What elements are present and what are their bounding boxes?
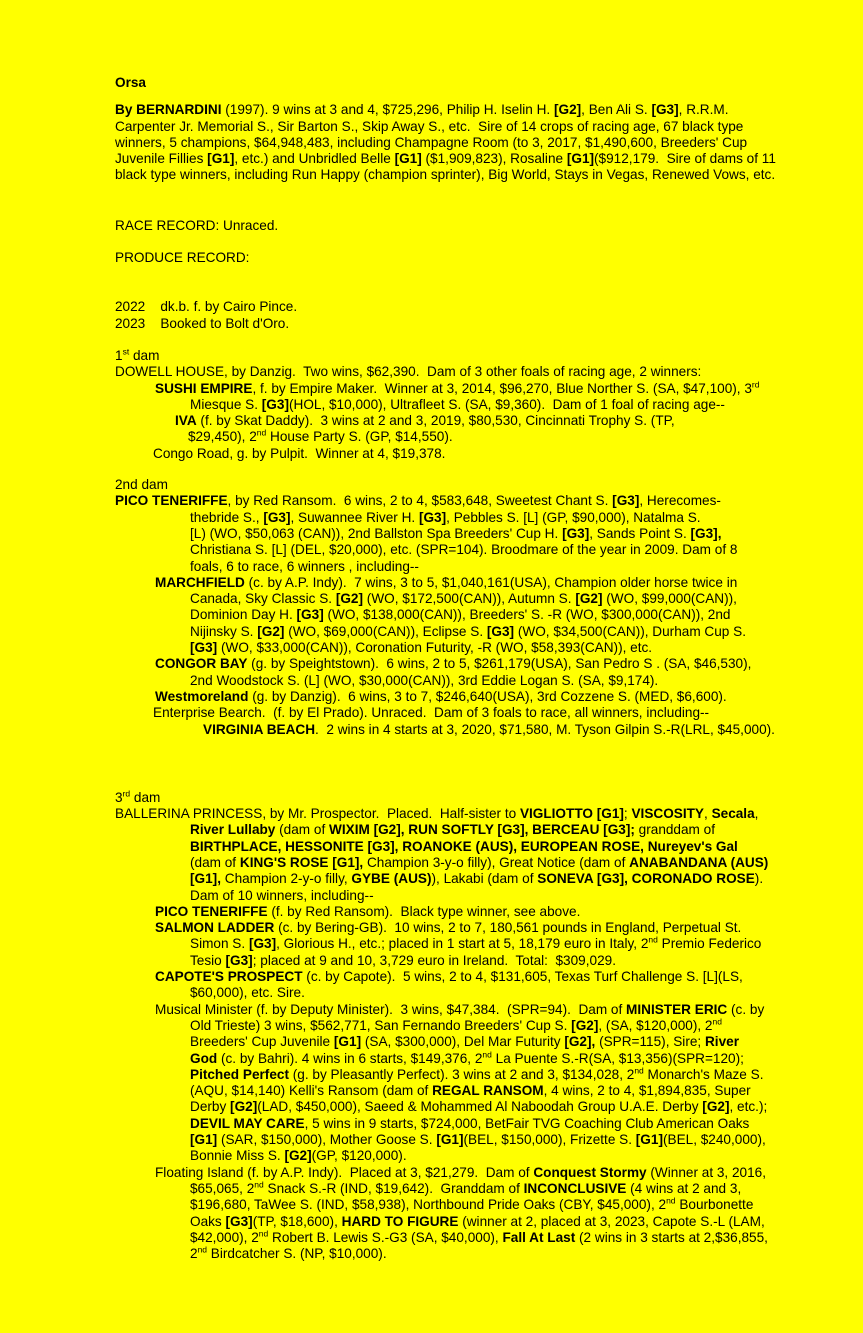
- text-segment: Floating Island (f. by A.P. Indy). Placed at 3, $21,279. Dam of: [155, 1164, 534, 1180]
- text-segment: [G3]: [612, 493, 640, 509]
- spacer: [115, 234, 116, 250]
- text-segment: dam: [130, 789, 161, 805]
- text-segment: CAPOTE'S PROSPECT: [155, 969, 303, 985]
- floating-island-line-3: [190, 1197, 847, 1213]
- text-segment: (dam of: [275, 822, 330, 838]
- text-segment: (TP, $18,600),: [252, 1213, 342, 1229]
- produce-record-heading: [115, 250, 847, 266]
- text-segment: [G2]: [575, 591, 603, 607]
- text-segment: ; placed at 9 and 10, 3,729 euro in Ireland. Total: $309,029.: [252, 952, 616, 968]
- ballerina-line-4: [190, 855, 847, 871]
- spacer: [115, 332, 116, 348]
- sire-para-line-1: [115, 102, 847, 118]
- race-record: [115, 218, 847, 234]
- text-segment: (WO, $172,500(CAN)), Autumn S.: [363, 591, 576, 607]
- spacer: [115, 91, 116, 102]
- text-segment: winners, 5 champions, $64,948,483, including Champagne Room (to 3, 2017, $1,490,600, Breeders' Cup: [115, 134, 748, 150]
- text-segment: , by Red Ransom. 6 wins, 2 to 4, $583,648, Sweetest Chant S.: [227, 493, 613, 509]
- musical-minister-line-1: [155, 1002, 847, 1018]
- produce-2022: [115, 299, 847, 315]
- text-segment: [G2]: [230, 1099, 258, 1115]
- sushi-empire-line-2: [190, 397, 847, 413]
- text-segment: (WO, $33,000(CAN)), Coronation Futurity, -R (WO, $58,393(CAN)), etc.: [217, 640, 653, 656]
- text-segment: st: [122, 346, 130, 357]
- spacer: [115, 738, 116, 790]
- text-segment: nd: [712, 1016, 722, 1027]
- text-segment: Champion 3-y-o filly), Great Notice (dam of: [363, 854, 630, 870]
- text-segment: (g. by Danzig). 6 wins, 3 to 7, $246,640(USA), 3rd Cozzene S. (MED, $6,600).: [248, 688, 727, 704]
- text-segment: Oaks: [190, 1213, 226, 1229]
- iva-line-1: [175, 413, 847, 429]
- text-segment: , etc.) and Unbridled Belle: [234, 151, 395, 167]
- musical-minister-line-7: [190, 1099, 847, 1115]
- text-segment: (c. by A.P. Indy). 7 wins, 3 to 5, $1,040,161(USA), Champion older horse twice in: [244, 574, 738, 590]
- text-segment: (c. by Bahri). 4 wins in 6 starts, $149,376, 2: [217, 1050, 483, 1066]
- text-segment: La Puente S.-R(SA, $13,356)(SPR=120);: [491, 1050, 744, 1066]
- capotes-prospect-line-1: [155, 969, 847, 985]
- text-segment: Carpenter Jr. Memorial S., Sir Barton S., Skip Away S., etc. Sire of 14 crops of racing age, 67 black type: [115, 118, 744, 134]
- text-segment: (WO, $34,500(CAN)), Durham Cup S.: [514, 623, 746, 639]
- text-segment: Westmoreland: [155, 688, 249, 704]
- marchfield-line-2: [190, 591, 847, 607]
- text-segment: Derby: [190, 1099, 231, 1115]
- text-segment: BALLERINA PRINCESS, by Mr. Prospector. Placed. Half-sister to: [115, 806, 520, 822]
- salmon-ladder-line-2: [190, 936, 847, 952]
- page-title: Orsa: [115, 75, 146, 90]
- text-segment: ;: [623, 806, 632, 822]
- text-segment: God: [190, 1050, 218, 1066]
- text-segment: nd: [634, 1065, 644, 1076]
- text-segment: rd: [122, 788, 131, 799]
- text-segment: [G2],: [564, 1034, 596, 1050]
- musical-minister-line-10: [190, 1148, 847, 1164]
- text-segment: Breeders' Cup Juvenile: [190, 1034, 334, 1050]
- text-segment: (winner at 2, placed at 3, 2023, Capote S.-L (LAM,: [458, 1213, 765, 1229]
- text-segment: PICO TENERIFFE: [155, 903, 268, 919]
- text-segment: [G3]: [418, 509, 447, 525]
- text-segment: Robert B. Lewis S.-G3 (SA, $40,000),: [268, 1229, 503, 1245]
- dam2-heading: [115, 477, 847, 493]
- text-segment: (LAD, $450,000), Saeed & Mohammed Al Naboodah Group U.A.E. Derby: [257, 1099, 703, 1115]
- text-segment: IVA: [175, 413, 197, 429]
- text-segment: Congo Road, g. by Pulpit. Winner at 4, $19,378.: [153, 445, 446, 461]
- text-segment: ($912,179. Sire of dams of 11: [594, 151, 776, 167]
- text-segment: $65,065, 2: [190, 1180, 255, 1196]
- text-segment: (4 wins at 2 and 3,: [626, 1180, 742, 1196]
- text-segment: [G3]: [562, 525, 590, 541]
- text-segment: DOWELL HOUSE, by Danzig. Two wins, $62,390. Dam of 3 other foals of racing age, 2 winners:: [115, 364, 702, 380]
- text-segment: (HOL, $10,000), Ultrafleet S. (SA, $9,360). Dam of 1 foal of racing age--: [288, 396, 725, 412]
- ballerina-line-3: [190, 839, 847, 855]
- text-segment: nd: [197, 1244, 208, 1255]
- text-segment: nd: [482, 1049, 492, 1060]
- text-segment: (SAR, $150,000), Mother Goose S.: [217, 1132, 437, 1148]
- text-segment: 2022 dk.b. f. by Cairo Pince.: [115, 299, 298, 315]
- text-segment: [G2]: [335, 591, 364, 607]
- text-segment: KING'S ROSE [G1],: [239, 854, 364, 870]
- pico-teneriffe-line-1: [115, 493, 847, 509]
- text-segment: (BEL, $240,000),: [662, 1132, 766, 1148]
- text-segment: [G2]: [702, 1099, 730, 1115]
- text-segment: Musical Minister (f. by Deputy Minister). 3 wins, $47,384. (SPR=94). Dam of: [155, 1001, 627, 1017]
- text-segment: Miesque S.: [190, 396, 262, 412]
- text-segment: . 2 wins in 4 starts at 3, 2020, $71,580, M. Tyson Gilpin S.-R(LRL, $45,000).: [315, 721, 775, 737]
- sire-para-line-3: [115, 135, 847, 151]
- text-segment: [G1]: [190, 1132, 218, 1148]
- congor-bay-line-2: [190, 673, 847, 689]
- text-segment: nd: [256, 427, 267, 438]
- sushi-empire-line-1: [155, 381, 847, 397]
- text-segment: (WO, $138,000(CAN)), Breeders' S. -R (WO, $300,000(CAN)), 2nd: [323, 607, 731, 623]
- musical-minister-line-5: [190, 1067, 847, 1083]
- salmon-ladder-line-1: [155, 920, 847, 936]
- text-segment: Monarch's Maze S.: [643, 1066, 764, 1082]
- text-segment: [G3]: [248, 936, 277, 952]
- text-segment: (c. by Bering-GB). 10 wins, 2 to 7, 180,561 pounds in England, Perpetual St.: [274, 920, 742, 936]
- text-segment: [G3]: [190, 640, 218, 656]
- ballerina-line-2: [190, 822, 847, 838]
- text-segment: [G1]: [566, 151, 595, 167]
- text-segment: [G3]: [486, 623, 515, 639]
- text-segment: HARD TO FIGURE: [341, 1213, 459, 1229]
- text-segment: Conquest Stormy: [533, 1164, 647, 1180]
- text-segment: VIRGINIA BEACH: [203, 721, 316, 737]
- text-segment: Fall At Last: [502, 1229, 576, 1245]
- text-segment: [G1]: [207, 151, 235, 167]
- text-segment: , f. by Empire Maker. Winner at 3, 2014, $96,270, Blue Norther S. (SA, $47,100), 3: [252, 380, 752, 396]
- text-segment: [G1],: [190, 871, 221, 887]
- text-segment: , 5 wins in 9 starts, $724,000, BetFair TVG Coaching Club American Oaks: [304, 1115, 750, 1131]
- text-segment: , Ben Ali S.: [581, 102, 652, 118]
- spacer: [115, 184, 116, 218]
- text-segment: GYBE (AUS): [351, 871, 432, 887]
- text-segment: ($1,909,823), Rosaline: [421, 151, 567, 167]
- text-segment: Tesio: [190, 952, 226, 968]
- text-segment: [G2]: [553, 102, 582, 118]
- text-segment: SONEVA [G3], CORONADO ROSE: [537, 871, 755, 887]
- iva-line-2: [188, 429, 847, 445]
- text-segment: Champion 2-y-o filly,: [220, 871, 352, 887]
- text-segment: $196,680, TaWee S. (IND, $58,938), Northbound Pride Oaks (CBY, $45,000), 2: [190, 1197, 667, 1213]
- text-segment: Old Trieste) 3 wins, $562,771, San Fernando Breeders' Cup S.: [190, 1017, 572, 1033]
- salmon-ladder-line-3: [190, 953, 847, 969]
- text-segment: Premio Federico: [657, 936, 762, 952]
- text-segment: [G3]: [225, 1213, 253, 1229]
- text-segment: (SPR=115), Sire;: [595, 1034, 705, 1050]
- text-segment: (dam of: [190, 854, 240, 870]
- musical-minister-line-4: [190, 1051, 847, 1067]
- musical-minister-line-3: [190, 1034, 847, 1050]
- text-segment: Snack S.-R (IND, $19,642). Granddam of: [263, 1180, 524, 1196]
- musical-minister-line-8: [190, 1116, 847, 1132]
- congor-bay-line-1: [155, 656, 847, 672]
- text-segment: , Glorious H., etc.; placed in 1 start at 5, 18,179 euro in Italy, 2: [276, 936, 649, 952]
- text-segment: Secala: [711, 806, 755, 822]
- text-segment: 3: [115, 789, 123, 805]
- text-segment: [G3]: [296, 607, 324, 623]
- text-segment: 2: [190, 1246, 198, 1262]
- text-segment: REGAL RANSOM: [432, 1083, 544, 1099]
- text-segment: granddam of: [634, 822, 715, 838]
- text-segment: PICO TENERIFFE: [115, 493, 228, 509]
- text-segment: (g. by Speightstown). 6 wins, 2 to 5, $261,179(USA), San Pedro S . (SA, $46,530),: [247, 656, 752, 672]
- text-segment: [G2]: [284, 1148, 312, 1164]
- text-segment: [G3]: [263, 509, 291, 525]
- sire-para-line-5: [115, 167, 847, 183]
- text-segment: 1: [115, 347, 123, 363]
- floating-island-line-6: [190, 1246, 847, 1262]
- text-segment: Bonnie Miss S.: [190, 1148, 285, 1164]
- text-segment: ANABANDANA (AUS): [629, 854, 769, 870]
- text-segment: Canada, Sky Classic S.: [190, 591, 336, 607]
- virginia-beach: [203, 722, 847, 738]
- produce-2023: [115, 316, 847, 332]
- spacer: [115, 462, 116, 477]
- text-segment: 2nd Woodstock S. (L] (WO, $30,000(CAN)), 3rd Eddie Logan S. (SA, $9,174).: [190, 672, 659, 688]
- text-segment: foals, 6 to race, 6 winners , including--: [190, 558, 419, 574]
- musical-minister-line-6: [190, 1083, 847, 1099]
- text-segment: (g. by Pleasantly Perfect). 3 wins at 2 and 3, $134,028, 2: [288, 1066, 635, 1082]
- marchfield-line-5: [190, 640, 847, 656]
- text-segment: Nijinsky S.: [190, 623, 258, 639]
- musical-minister-line-2: [190, 1018, 847, 1034]
- floating-island-line-2: [190, 1181, 847, 1197]
- text-segment: INCONCLUSIVE: [523, 1180, 627, 1196]
- dam3-heading: [115, 790, 847, 806]
- text-segment: [G3]: [651, 102, 679, 118]
- text-segment: (AQU, $14,140) Kelli's Ransom (dam of: [190, 1083, 433, 1099]
- text-segment: [G3],: [690, 525, 722, 541]
- text-segment: River Lullaby: [190, 822, 276, 838]
- text-segment: ).: [754, 871, 764, 887]
- text-segment: MARCHFIELD: [155, 574, 245, 590]
- enterprise-bearch: [153, 705, 847, 721]
- text-segment: $29,450), 2: [188, 429, 257, 445]
- capotes-prospect-line-2: [190, 985, 847, 1001]
- text-segment: (SA, $300,000), Del Mar Futurity: [361, 1034, 565, 1050]
- text-segment: [G1]: [635, 1132, 663, 1148]
- pico-teneriffe-see-above: [155, 904, 847, 920]
- text-segment: WIXIM [G2], RUN SOFTLY [G3], BERCEAU [G3];: [329, 822, 635, 838]
- text-segment: Bourbonette: [675, 1197, 754, 1213]
- text-segment: [G2]: [257, 623, 285, 639]
- text-segment: By BERNARDINI: [115, 102, 222, 118]
- text-segment: nd: [254, 1179, 264, 1190]
- text-segment: Juvenile Fillies: [115, 151, 208, 167]
- text-segment: , 4 wins, 2 to 4, $1,894,835, Super: [543, 1083, 751, 1099]
- pico-teneriffe-line-4: [190, 542, 847, 558]
- floating-island-line-5: [190, 1230, 847, 1246]
- ballerina-line-6: [190, 888, 847, 904]
- musical-minister-line-9: [190, 1132, 847, 1148]
- text-segment: nd: [666, 1195, 676, 1206]
- ballerina-line-1: [115, 806, 847, 822]
- westmoreland: [155, 689, 847, 705]
- text-segment: [G1]: [333, 1034, 362, 1050]
- text-segment: thebride S.,: [190, 509, 264, 525]
- text-segment: , Herecomes-: [639, 493, 721, 509]
- text-segment: CONGOR BAY: [155, 656, 248, 672]
- text-segment: Dominion Day H.: [190, 607, 297, 623]
- text-segment: PRODUCE RECORD:: [115, 250, 250, 266]
- text-segment: , Pebbles S. [L] (GP, $90,000), Natalma S.: [446, 509, 701, 525]
- text-segment: [G1]: [394, 151, 422, 167]
- text-segment: , etc.);: [729, 1099, 768, 1115]
- pico-teneriffe-line-3: [190, 526, 847, 542]
- text-segment: River: [704, 1034, 739, 1050]
- dam1-heading: [115, 348, 847, 364]
- text-segment: DEVIL MAY CARE: [190, 1115, 305, 1131]
- text-segment: 2023 Booked to Bolt d'Oro.: [115, 315, 290, 331]
- sire-para-line-4: [115, 151, 847, 167]
- text-segment: [L) (WO, $50,063 (CAN)), 2nd Ballston Spa Breeders' Cup H.: [190, 525, 563, 541]
- text-segment: (BEL, $150,000), Frizette S.: [463, 1132, 636, 1148]
- text-segment: dam: [129, 347, 160, 363]
- text-segment: 2nd dam: [115, 477, 168, 493]
- text-segment: BIRTHPLACE, HESSONITE [G3], ROANOKE (AUS), EUROPEAN ROSE, Nureyev's Gal: [190, 838, 738, 854]
- text-segment: (WO, $99,000(CAN)),: [602, 591, 737, 607]
- text-segment: rd: [751, 379, 760, 390]
- text-segment: nd: [258, 1228, 269, 1239]
- dam1-dowell-house: [115, 364, 847, 380]
- text-segment: (GP, $120,000).: [311, 1148, 407, 1164]
- text-segment: Pitched Perfect: [190, 1066, 289, 1082]
- text-segment: Birdcatcher S. (NP, $10,000).: [207, 1246, 387, 1262]
- marchfield-line-1: [155, 575, 847, 591]
- marchfield-line-3: [190, 607, 847, 623]
- sire-para-line-2: [115, 119, 847, 135]
- text-segment: (2 wins in 3 starts at 2,$36,855,: [575, 1229, 768, 1245]
- text-segment: [G1]: [436, 1132, 464, 1148]
- text-segment: , R.R.M.: [678, 102, 729, 118]
- text-segment: (c. by Capote). 5 wins, 2 to 4, $131,605, Texas Turf Challenge S. [L](LS,: [302, 969, 743, 985]
- text-segment: (c. by: [727, 1001, 765, 1017]
- text-segment: ,: [754, 806, 759, 822]
- text-segment: (f. by Skat Daddy). 3 wins at 2 and 3, 2019, $80,530, Cincinnati Trophy S. (TP,: [196, 413, 675, 429]
- congo-road: [153, 446, 847, 462]
- text-segment: MINISTER ERIC: [626, 1001, 728, 1017]
- text-segment: SUSHI EMPIRE: [155, 380, 253, 396]
- text-segment: $60,000), etc. Sire.: [190, 985, 305, 1001]
- text-segment: Christiana S. [L] (DEL, $20,000), etc. (SPR=104). Broodmare of the year in 2009. Dam of 8: [190, 542, 738, 558]
- spacer: [115, 266, 116, 299]
- text-segment: Dam of 10 winners, including--: [190, 887, 374, 903]
- text-segment: ,: [704, 806, 712, 822]
- text-segment: Enterprise Bearch. (f. by El Prado). Unraced. Dam of 3 foals to race, all winners, including--: [153, 705, 710, 721]
- text-segment: RACE RECORD: Unraced.: [115, 217, 279, 233]
- ballerina-line-5: [190, 871, 847, 887]
- text-segment: (1997). 9 wins at 3 and 4, $725,296, Philip H. Iselin H.: [221, 102, 554, 118]
- text-segment: [G2]: [571, 1017, 599, 1033]
- text-segment: VISCOSITY: [631, 806, 704, 822]
- text-segment: Simon S.: [190, 936, 249, 952]
- text-segment: , Sands Point S.: [589, 525, 691, 541]
- text-segment: (f. by Red Ransom). Black type winner, see above.: [267, 903, 581, 919]
- text-segment: [G3]: [261, 396, 289, 412]
- marchfield-line-4: [190, 624, 847, 640]
- text-segment: , (SA, $120,000), 2: [598, 1017, 713, 1033]
- text-segment: nd: [648, 934, 658, 945]
- text-segment: [G3]: [225, 952, 253, 968]
- floating-island-line-4: [190, 1214, 847, 1230]
- text-segment: black type winners, including Run Happy (champion sprinter), Big World, Stays in Vegas, Renewed Vows, etc.: [115, 167, 776, 183]
- text-segment: ), Lakabi (dam of: [431, 871, 538, 887]
- pico-teneriffe-line-5: [190, 559, 847, 575]
- text-segment: House Party S. (GP, $14,550).: [266, 429, 453, 445]
- text-segment: (WO, $69,000(CAN)), Eclipse S.: [284, 623, 487, 639]
- text-segment: SALMON LADDER: [155, 920, 275, 936]
- text-segment: VIGLIOTTO [G1]: [519, 806, 624, 822]
- document-body: [115, 91, 847, 1262]
- catalog-page: [115, 75, 847, 1262]
- pico-teneriffe-line-2: [190, 510, 847, 526]
- text-segment: , Suwannee River H.: [290, 509, 419, 525]
- text-segment: $42,000), 2: [190, 1229, 259, 1245]
- text-segment: (Winner at 3, 2016,: [646, 1164, 767, 1180]
